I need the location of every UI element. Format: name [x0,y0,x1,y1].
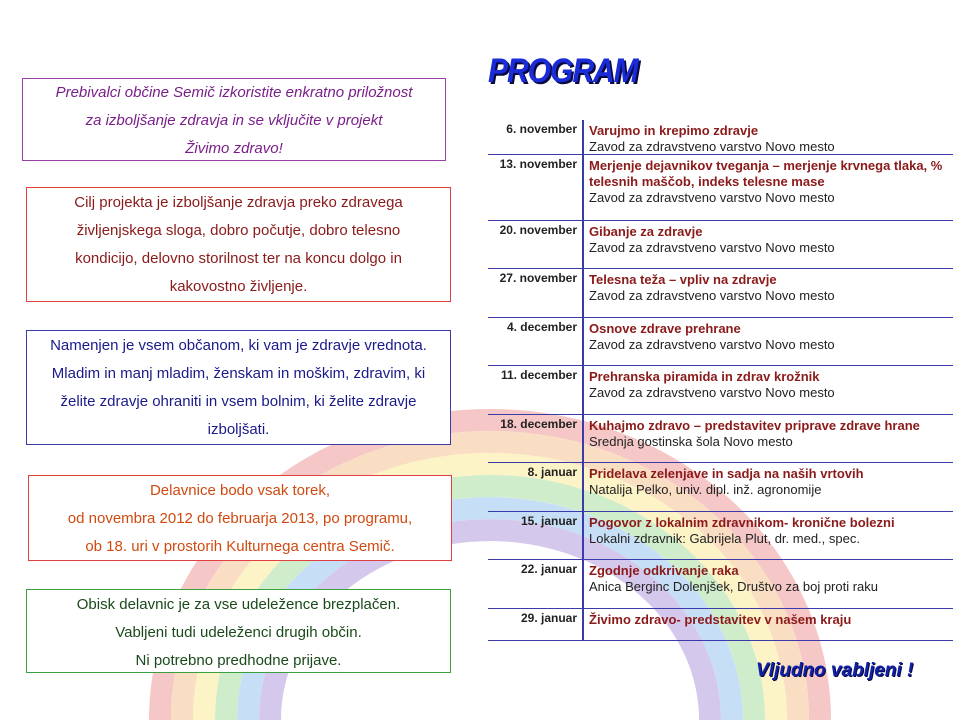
column-divider [582,318,584,365]
schedule-row [488,120,953,155]
session-presenter: Zavod za zdravstveno varstvo Novo mesto [589,385,835,400]
schedule-row [488,609,953,641]
session-title: Pogovor z lokalnim zdravnikom- kronične bolezni [589,515,895,530]
session-title: Kuhajmo zdravo – predstavitev priprave zdrave hrane [589,418,920,433]
program-title: PROGRAM [488,52,638,90]
audience-line: izboljšati. [207,421,270,438]
audience-line: želite zdravje ohraniti in vsem bolnim, ki želite zdravje [60,393,417,410]
session-date: 20. november [499,223,577,237]
column-divider [582,609,584,640]
schedule-row [488,463,953,512]
schedule-row [488,366,953,415]
column-divider [582,221,584,268]
session-presenter: Zavod za zdravstveno varstvo Novo mesto [589,139,835,154]
session-presenter: Zavod za zdravstveno varstvo Novo mesto [589,337,835,352]
free-entry-line: Vabljeni tudi udeleženci drugih občin. [115,624,362,641]
goal-line: Cilj projekta je izboljšanje zdravja preko zdravega [74,194,403,211]
intro-line: Prebivalci občine Semič izkoristite enkratno priložnost [55,84,413,101]
schedule-row [488,560,953,609]
audience-line: Mladim in manj mladim, ženskam in moškim, zdravim, ki [51,365,426,382]
intro-line: Živimo zdravo! [185,140,283,157]
session-date: 6. november [506,122,577,136]
session-title: Gibanje za zdravje [589,224,703,239]
goal-line: življenjskega sloga, dobro počutje, dobro telesno [76,222,401,239]
column-divider [582,155,584,220]
schedule-row [488,269,953,318]
session-title: Živimo zdravo- predstavitev v našem kraju [589,612,852,627]
schedule-row [488,221,953,269]
session-date: 15. januar [520,514,577,528]
goal-box [26,187,451,302]
session-date: 11. december [500,368,577,382]
schedule-row [488,318,953,366]
session-title: Prehranska piramida in zdrav krožnik [589,369,820,384]
goal-line: kondicijo, delovno storilnost ter na koncu dolgo in [75,250,402,267]
intro-box [22,78,446,161]
audience-box [26,330,451,445]
session-date: 18. december [500,417,577,431]
schedule-row [488,415,953,463]
column-divider [582,269,584,317]
session-presenter: Lokalni zdravnik: Gabrijela Plut, dr. med., spec. [589,531,860,546]
session-presenter: Zavod za zdravstveno varstvo Novo mesto [589,240,835,255]
schedule-row [488,512,953,560]
column-divider [582,120,584,154]
schedule-row [488,155,953,221]
session-presenter: Zavod za zdravstveno varstvo Novo mesto [589,190,835,205]
column-divider [582,366,584,414]
session-date: 8. januar [527,465,577,479]
session-presenter: Natalija Pelko, univ. dipl. inž. agronomije [589,482,822,497]
schedule-info-box [28,475,452,561]
session-title: Pridelava zelenjave in sadja na naših vrtovih [589,466,864,481]
column-divider [582,463,584,511]
session-date: 22. januar [520,562,577,576]
column-divider [582,415,584,462]
session-title: Telesna teža – vpliv na zdravje [589,272,777,287]
session-title: Osnove zdrave prehrane [589,321,741,336]
session-date: 27. november [499,271,577,285]
session-date: 4. december [506,320,577,334]
session-presenter: Srednja gostinska šola Novo mesto [589,434,793,449]
program-schedule [488,120,953,641]
session-title: Merjenje dejavnikov tveganja – merjenje krvnega tlaka, % telesnih maščob, indeks telesne mase [589,158,943,189]
session-title: Varujmo in krepimo zdravje [589,123,759,138]
column-divider [582,512,584,559]
free-entry-line: Ni potrebno predhodne prijave. [135,652,342,669]
goal-line: kakovostno življenje. [169,278,308,295]
column-divider [582,560,584,608]
session-date: 29. januar [520,611,577,625]
free-entry-line: Obisk delavnic je za vse udeležence brezplačen. [76,596,401,613]
schedule-info-line: ob 18. uri v prostorih Kulturnega centra Semič. [85,538,395,555]
audience-line: Namenjen je vsem občanom, ki vam je zdravje vrednota. [50,337,427,354]
session-presenter: Anica Berginc Dolenjšek, Društvo za boj proti raku [589,579,879,594]
session-title: Zgodnje odkrivanje raka [589,563,739,578]
session-date: 13. november [499,157,577,171]
free-entry-box [26,589,451,673]
closing-invitation: Vljudno vabljeni ! [756,660,914,681]
intro-line: za izboljšanje zdravja in se vključite v projekt [85,112,383,129]
session-presenter: Zavod za zdravstveno varstvo Novo mesto [589,288,835,303]
schedule-info-line: Delavnice bodo vsak torek, [149,482,331,499]
schedule-info-line: od novembra 2012 do februarja 2013, po programu, [67,510,413,527]
